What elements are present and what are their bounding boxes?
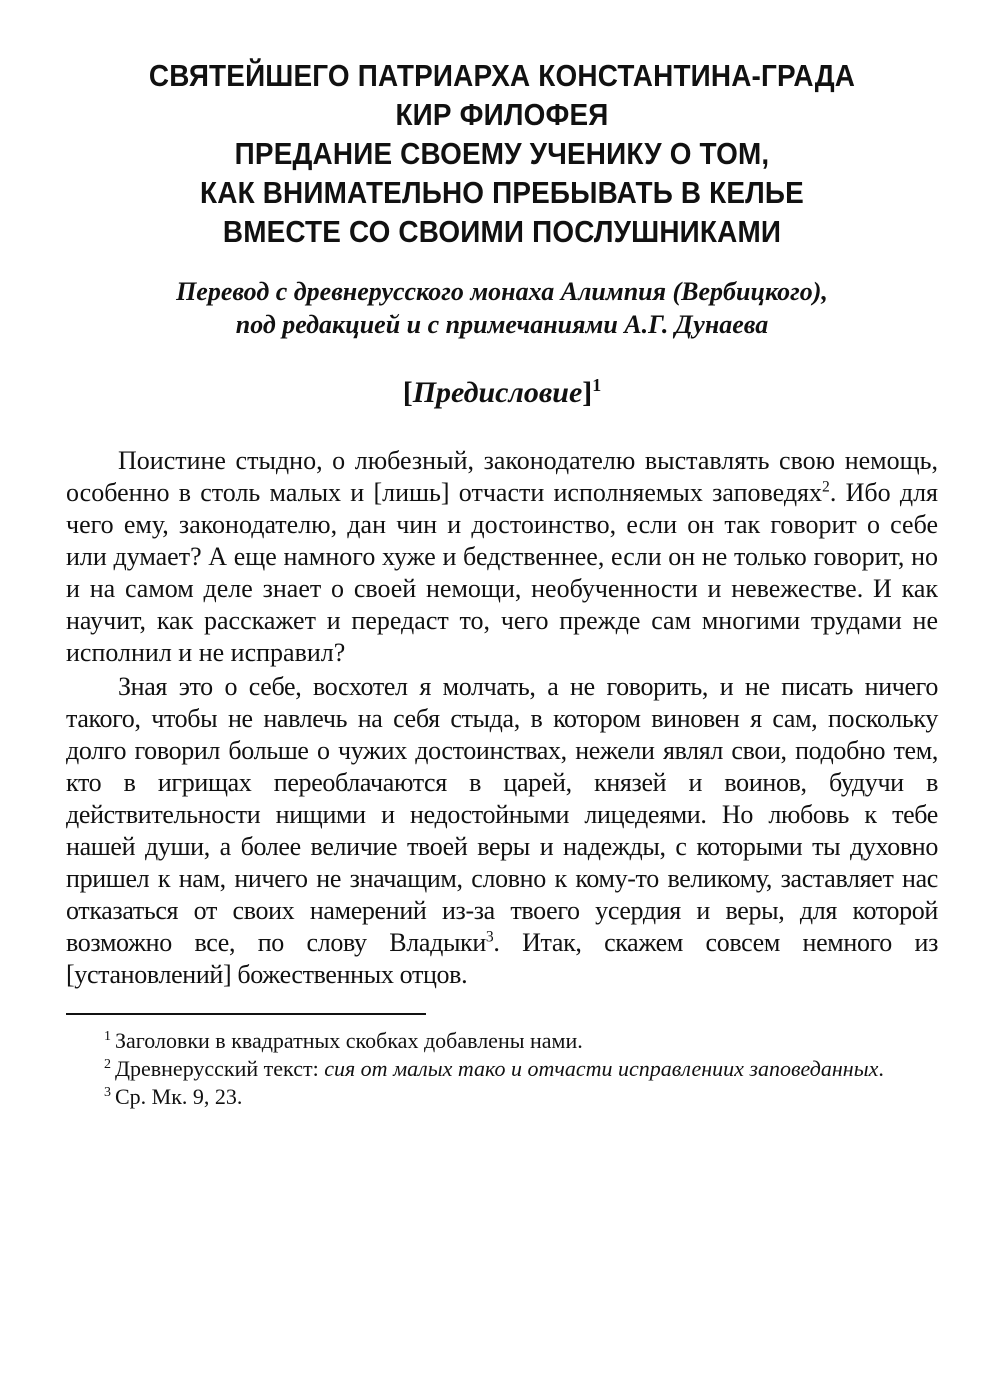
- footnotes: [66, 1027, 938, 1111]
- footnote-2-tail: .: [878, 1056, 884, 1081]
- footnote-3-text: Ср. Мк. 9, 23.: [115, 1084, 243, 1109]
- document-page: [66, 56, 938, 1111]
- heading-text: Предисловие: [412, 376, 583, 409]
- document-title: [66, 56, 938, 251]
- heading-bracket-close: ]: [582, 376, 593, 409]
- section-heading: [66, 375, 938, 411]
- translator-credit: [66, 275, 938, 341]
- footnote-1-text: Заголовки в квадратных скобках добавлены нами.: [115, 1028, 583, 1053]
- title-line-1: СВЯТЕЙШЕГО ПАТРИАРХА КОНСТАНТИНА-ГРАДА: [148, 58, 856, 93]
- footnote-ref-2: 2: [822, 478, 830, 496]
- footnote-1: [66, 1027, 938, 1055]
- footnote-2-text: Древнерусский текст:: [115, 1056, 325, 1081]
- body-text: [66, 445, 938, 991]
- paragraph-2-text-b: . Итак, скажем совсем немного из [установлений] божественных отцов.: [66, 928, 939, 989]
- title-line-4: КАК ВНИМАТЕЛЬНО ПРЕБЫВАТЬ В КЕЛЬЕ: [200, 175, 804, 210]
- footnote-1-number: 1: [104, 1028, 111, 1044]
- translator-line-2: под редакцией и с примечаниями А.Г. Дунаева: [235, 310, 769, 339]
- title-line-2: КИР ФИЛОФЕЯ: [395, 97, 609, 132]
- footnote-2-quote: сия от малых тако и отчасти исправлениих заповеданных: [324, 1056, 879, 1081]
- translator-line-1: Перевод с древнерусского монаха Алимпия (Вербицкого),: [176, 277, 828, 306]
- footnote-divider: [66, 1013, 426, 1015]
- heading-bracket-open: [: [402, 376, 413, 409]
- paragraph-1-text-a: Поистине стыдно, о любезный, законодателю выставлять свою немощь, особенно в столь малых и [лишь] отчасти исполняемых заповедях: [66, 446, 938, 507]
- footnote-3-number: 3: [104, 1084, 111, 1100]
- paragraph-1-text-b: . Ибо для чего ему, законодателю, дан чин и достоинство, если он так говорит о себе или думает? А еще намного хуже и бедственнее, если он не только говорит, но и на самом деле знает о своей немощи, необученности и невежестве. И как научит, как расскажет и передаст то, чего прежде сам многими трудами не исполнил и не исправил?: [66, 478, 938, 667]
- paragraph-2: [66, 671, 938, 991]
- title-line-3: ПРЕДАНИЕ СВОЕМУ УЧЕНИКУ О ТОМ,: [234, 136, 770, 171]
- footnote-ref-1: 1: [592, 375, 602, 395]
- footnote-3: [66, 1083, 938, 1111]
- title-line-5: ВМЕСТЕ СО СВОИМИ ПОСЛУШНИКАМИ: [222, 214, 782, 249]
- paragraph-1: [66, 445, 938, 669]
- paragraph-2-text-a: Зная это о себе, восхотел я молчать, а не говорить, и не писать ничего такого, чтобы не навлечь на себя стыда, в котором виновен я сам, поскольку долго говорил больше о чужих достоинствах, нежели являл свои, подобно тем, кто в игрищах переоблачаются в царей, князей и воинов, будучи в действительности нищими и недостойными лицедеями. Но любовь к тебе нашей души, а более величие твоей веры и надежды, с которыми ты духовно пришел к нам, ничего не значащим, словно к кому-то великому, заставляет нас отказаться от своих намерений из-за твоего усердия и веры, для которой возможно все, по слову Владыки: [66, 672, 938, 957]
- footnote-2: [66, 1055, 938, 1083]
- footnote-ref-3: 3: [485, 928, 494, 946]
- footnote-2-number: 2: [104, 1056, 111, 1072]
